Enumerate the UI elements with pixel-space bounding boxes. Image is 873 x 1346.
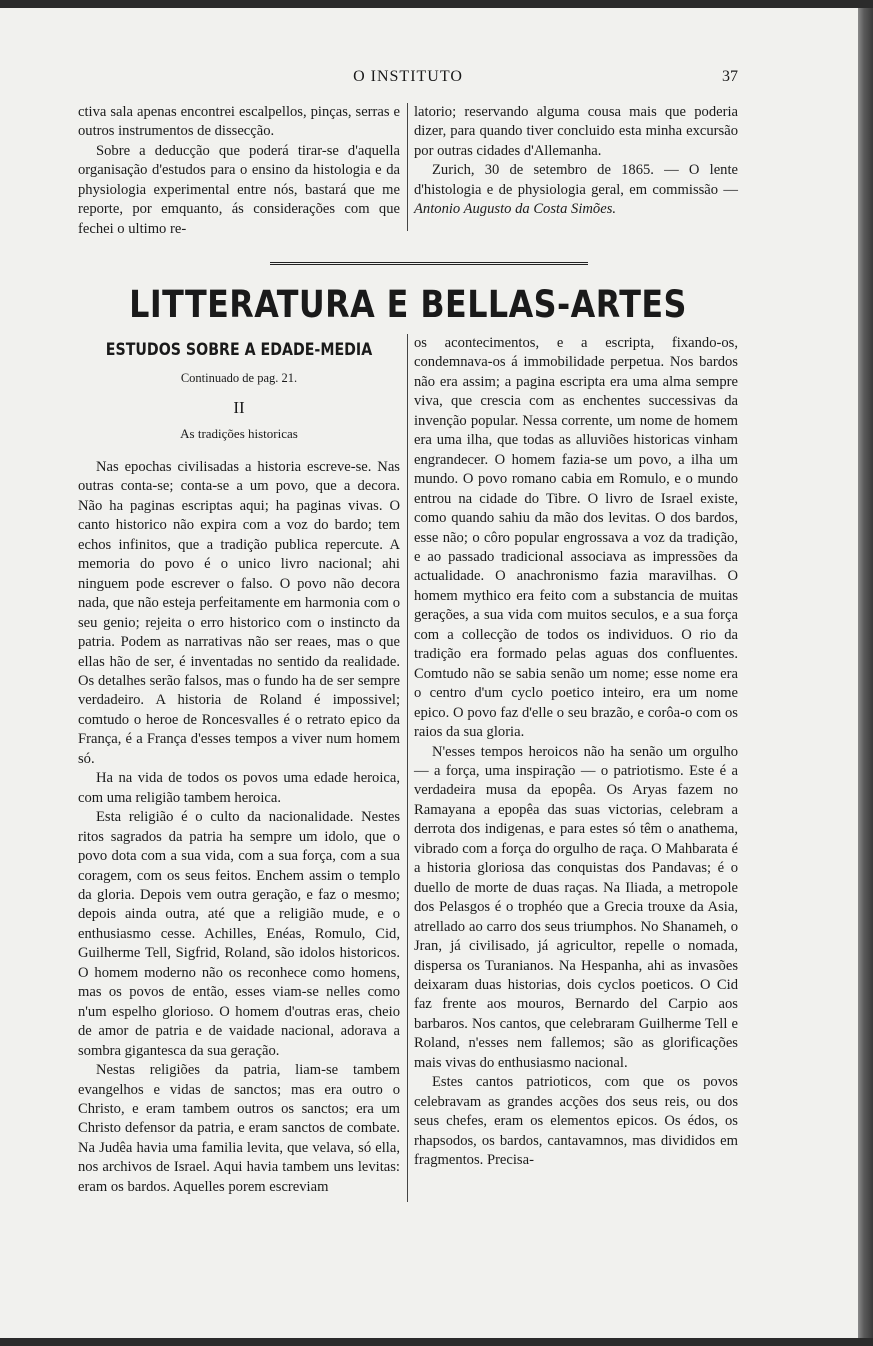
paragraph: Esta religião é o culto da nacionalidade. Nestes ritos sagrados da patria ha sempre um idolo, que o povo dota com a sua vida, com a sua força, com a sua coragem, com os seus feitos. Enchem assim o templo da gloria. Depois vem outra geração, e faz o mesmo; depois ainda outra, até que a religião mude, e o enthusiasmo cesse. Achilles, Enéas, Romulo, Cid, Guilherme Tell, Sigfrid, Roland, são idolos historicos. O homem moderno não os reconhece como homens, mas os povos de então, esses viam-se nelles como n'um espelho glorioso. O homem d'outras eras, cheio de amor de patria e de vaidade nacional, adorava a sombra gigantesca da sua geração. [78, 809, 400, 1059]
article-title: ESTUDOS SOBRE A EDADE-MEDIA [105, 340, 373, 359]
paragraph: Nestas religiões da patria, liam-se tambem evangelhos e vidas de sanctos; mas era outro o Christo, e eram tambem outros os sanctos; era um Christo defensor da patria, e eram sanctos de combate. Na Judêa havia uma familia levita, que velava, só ella, nos archivos de Israel. Aqui havia tambem uns levitas: eram os bardos. Aquelles porem escreviam [78, 1062, 400, 1195]
paragraph: Nas epochas civilisadas a historia escreve-se. Nas outras conta-se; conta-se a um povo, que a decora. Não ha paginas escriptas aqui; ha paginas vivas. O canto historico não expira com a voz do bardo; tem echos infinitos, que a tradição publica repercute. A memoria do povo é o unico livro nacional; ahi ninguem pode escrever o falso. O povo não decora nada, que não esteja perfeitamente em harmonia com o seu genio; rejeita o erro historico com o instincto da patria. Podem as narrativas não ser reaes, mas o que ellas hão de ser, é inventadas no sentido da realidade. Os detalhes serão falsos, mas o fundo ha de ser sempre verdadeiro. A historia de Roland é impossivel; comtudo o heroe de Roncesvalles é o retrato epico da França, é a França d'esses tempos a viver num homem só. [78, 459, 400, 767]
paragraph: Estes cantos patrioticos, com que os povos celebravam as grandes acções dos seus reis, ou dos seus chefes, eram os elementos epicos. Os édos, os rhapsodos, os bardos, cantavamnos, mas divididos em fragmentos. Precisa- [414, 1074, 738, 1169]
chapter-number: II [233, 398, 245, 417]
continued-note: Continuado de pag. 21. [180, 371, 298, 385]
paragraph: latorio; reservando alguma cousa mais que poderia dizer, para quando tiver concluido esta minha excursão por outras cidades d'Allemanha. [414, 104, 738, 159]
section-title: LITTERATURA E BELLAS-ARTES [129, 283, 687, 326]
dateline: Zurich, 30 de setembro de 1865. — O lente d'histologia e de physiologia geral, em commissão — [414, 162, 738, 198]
paragraph: Ha na vida de todos os povos uma edade heroica, com uma religião tambem heroica. [78, 770, 400, 806]
journal-title: O INSTITUTO [353, 68, 463, 85]
paragraph: ctiva sala apenas encontrei escalpellos, pinças, serras e outros instrumentos de dissecção. [78, 104, 400, 140]
page-number: 37 [722, 68, 738, 85]
running-header [78, 68, 738, 92]
column-divider [407, 334, 408, 1202]
chapter-title: As tradições historicas [180, 426, 298, 441]
dateline-paragraph [414, 161, 738, 219]
paragraph: N'esses tempos heroicos não ha senão um orgulho — a força, uma inspiração — o patriotismo. Este é a verdadeira musa da epopêa. Os Aryas fazem no Ramayana a epopêa das suas victorias, celebram a derrota dos indigenas, e para estes só têm o anathema, vibrado com a força do orgulho de raça. O Mahbarata é a historia gloriosa das conquistas dos Pandavas; é o duello de morte de duas raças. Na Iliada, a metropole dos Pelasgos é o trophéo que a Grecia trouxe da Asia, atrellado ao carro dos seus triumphos. No Shanameh, o Jran, já civilisado, já agricultor, repelle o nomada, dispersa os Turanianos. Na Hespanha, ahi as invasões deixaram duas historias, dois cyclos poeticos. O Cid faz frente aos mouros, Bernardo del Carpio aos barbaros. Nos cantos, que celebraram Guilherme Tell e Roland, n'esses nem fallemos; são as glorificações mais vivas do enthusiasmo nacional. [414, 743, 738, 1071]
book-edge [858, 8, 873, 1338]
section-divider [270, 262, 588, 265]
main-right-column [414, 334, 738, 1170]
paragraph: Sobre a deducção que poderá tirar-se d'aquella organisação d'estudos para o ensino da histologia e da physiologia experimental entre nós, bastará que me reporte, por emquanto, ás considerações com que fechei o ultimo re- [78, 142, 400, 237]
top-right-column [414, 103, 738, 220]
main-left-column [78, 458, 400, 1197]
paragraph: os acontecimentos, e a escripta, fixando-os, condemnava-os á immobilidade perpetua. Nos bardos não era assim; a pagina escripta era uma alma sempre viva, que crescia com as enchentes successivas da invenção popular. Nessa corrente, um nome de homem era uma ilha, que todas as alluviões historicas vinham engrandecer. O homem fazia-se um povo, a ilha um mundo. O povo romano cabia em Romulo, e o mundo entrou na cidade do Tibre. O livro de Israel existe, como quando sahiu da mão dos levitas. O dos bardos, esse não; o côro popular engrossava a voz da tradição, e ao passado tradicional associava as impressões da actualidade. O anachronismo fazia maravilhas. O homem mythico era feito com a substancia de muitas gerações, a sua vida com muitos seculos, e a sua força com a collecção de todos os individuos. O rio da tradição era formado pelas aguas dos confluentes. Comtudo não se sabia senão um nome; esse nome era o centro d'um cyclo poetico inteiro, era um nome epico. O povo faz d'elle o seu brazão, e corôa-o com os raios da sua gloria. [414, 335, 738, 741]
top-left-column [78, 103, 400, 239]
signature: Antonio Augusto da Costa Simões. [414, 201, 617, 218]
column-divider [407, 103, 408, 231]
